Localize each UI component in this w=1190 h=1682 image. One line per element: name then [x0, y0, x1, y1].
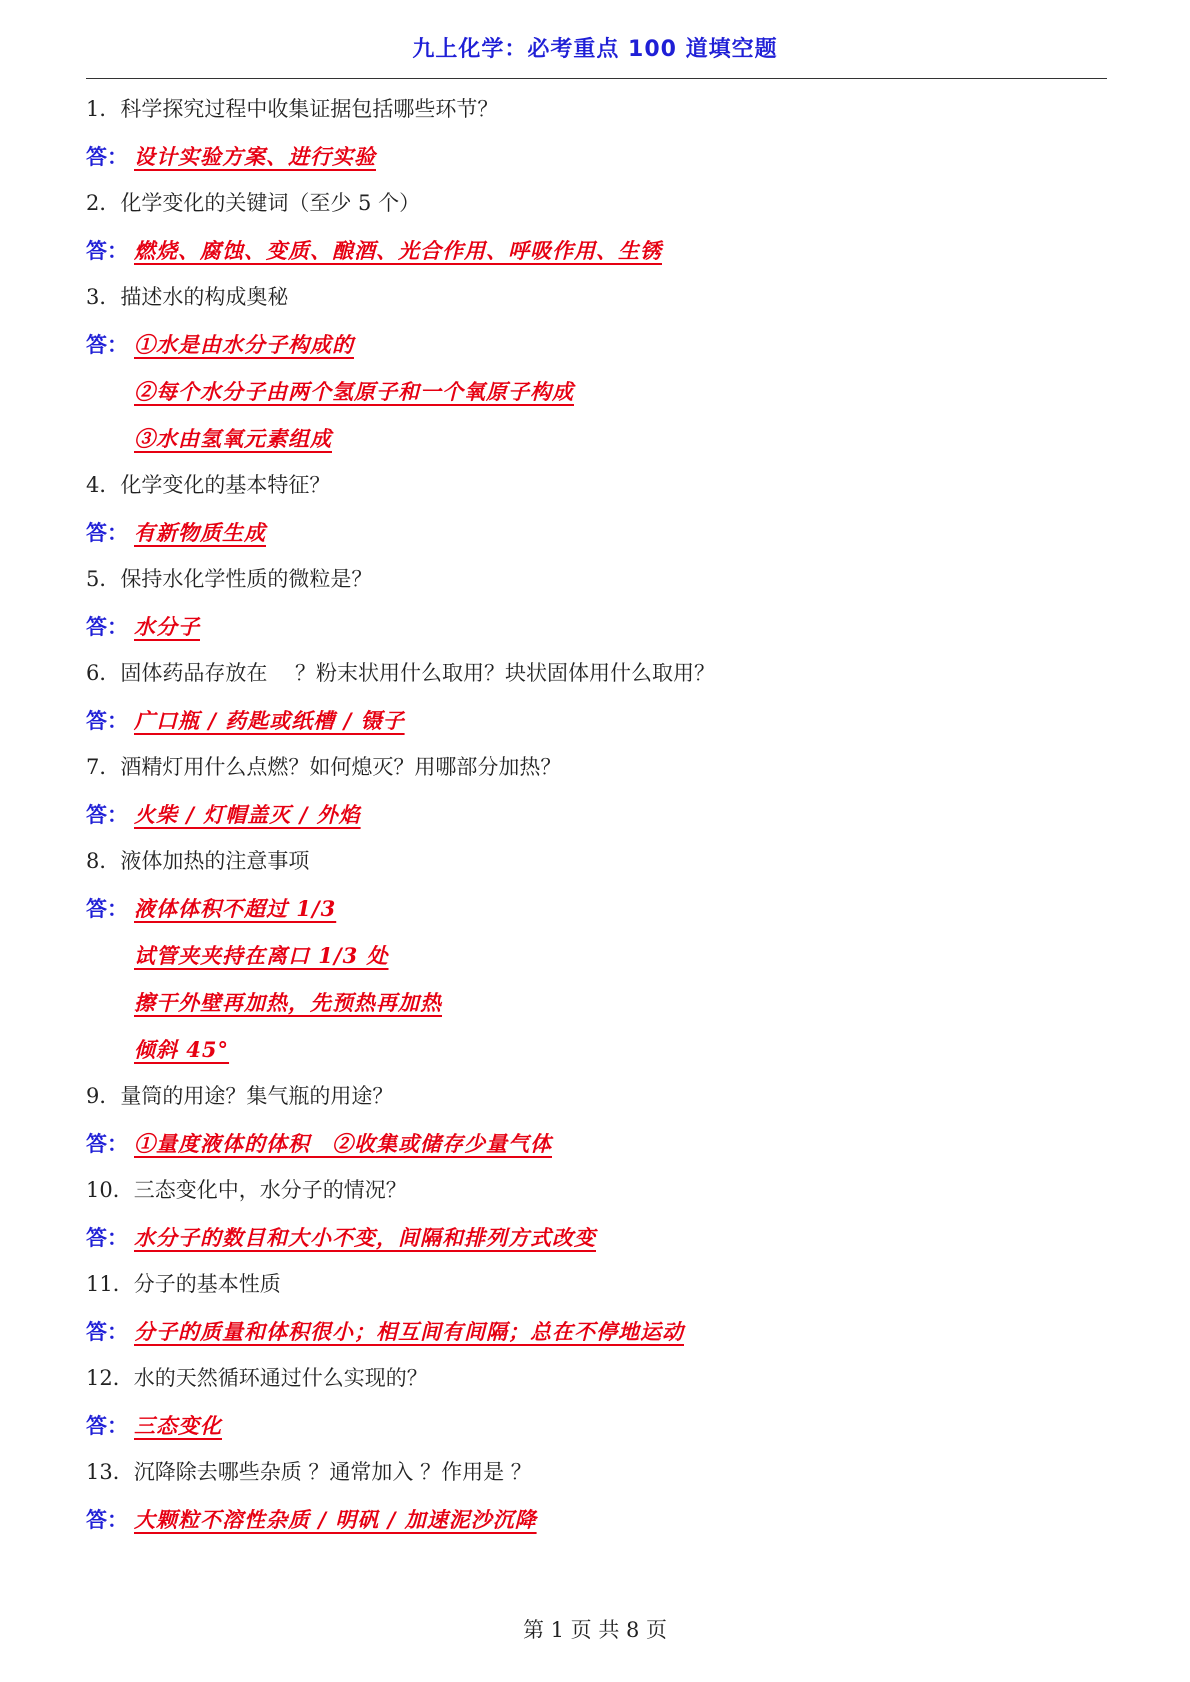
answer-text: ②每个水分子由两个氢原子和一个氧原子构成	[134, 379, 574, 404]
answer-text: 设计实验方案、进行实验	[134, 144, 376, 169]
answer-line	[86, 227, 1106, 274]
question-item	[86, 744, 1106, 791]
question-text: 保持水化学性质的微粒是？	[120, 567, 373, 591]
answer-label: 答：	[86, 1226, 128, 1250]
question-text: 酒精灯用什么点燃？如何熄灭？用哪部分加热？	[120, 755, 562, 779]
question-item	[86, 838, 1106, 885]
answer-text: 火柴 / 灯帽盖灭 / 外焰	[134, 802, 361, 827]
question-text: 水的天然循环通过什么实现的？	[133, 1366, 428, 1390]
answer-text: ③水由氢氧元素组成	[134, 426, 332, 451]
answer-line	[86, 368, 1106, 415]
answer-line	[86, 697, 1106, 744]
answer-text: 倾斜 45°	[134, 1037, 230, 1062]
question-text: 化学变化的关键词（至少 5 个）	[120, 191, 421, 215]
answer-text: 试管夹夹持在离口 1/3 处	[134, 943, 389, 968]
question-list	[86, 86, 1106, 1543]
question-number: 9．	[86, 1084, 121, 1108]
question-text: 三态变化中，水分子的情况？	[133, 1178, 407, 1202]
answer-label: 答：	[86, 239, 128, 263]
answer-label: 答：	[86, 145, 128, 169]
answer-text: 有新物质生成	[134, 520, 266, 545]
answer-label: 答：	[86, 803, 128, 827]
answer-label: 答：	[86, 615, 128, 639]
answer-line	[86, 1214, 1106, 1261]
question-text: 量筒的用途？集气瓶的用途？	[120, 1084, 394, 1108]
question-item	[86, 86, 1106, 133]
answer-line	[86, 321, 1106, 368]
answer-line	[86, 603, 1106, 650]
question-number: 12．	[86, 1366, 134, 1390]
answer-line	[86, 415, 1106, 462]
question-number: 6．	[86, 661, 121, 685]
question-text: 液体加热的注意事项	[120, 849, 310, 873]
question-number: 13．	[86, 1460, 134, 1484]
question-item	[86, 1073, 1106, 1120]
answer-line	[86, 1402, 1106, 1449]
question-text: 固体药品存放在 ？粉末状用什么取用？块状固体用什么取用？	[120, 661, 716, 685]
question-item	[86, 650, 1106, 697]
question-item	[86, 1355, 1106, 1402]
answer-text: ①水是由水分子构成的	[134, 332, 354, 357]
question-number: 3．	[86, 285, 121, 309]
question-number: 4．	[86, 473, 121, 497]
answer-text: 分子的质量和体积很小；相互间有间隔；总在不停地运动	[134, 1319, 684, 1344]
answer-text: 广口瓶 / 药匙或纸槽 / 镊子	[134, 708, 405, 733]
page-title: 九上化学：必考重点 100 道填空题	[412, 37, 778, 62]
page-footer: 第 1 页 共 8 页	[522, 1618, 668, 1642]
answer-label: 答：	[86, 521, 128, 545]
question-number: 1．	[86, 97, 121, 121]
answer-text: 擦干外壁再加热，先预热再加热	[134, 990, 442, 1015]
answer-text: 燃烧、腐蚀、变质、酿酒、光合作用、呼吸作用、生锈	[134, 238, 662, 263]
answer-line	[86, 509, 1106, 556]
answer-text: ①量度液体的体积 ②收集或储存少量气体	[134, 1131, 552, 1156]
question-item	[86, 274, 1106, 321]
answer-text: 液体体积不超过 1/3	[134, 896, 337, 921]
answer-text: 三态变化	[134, 1413, 222, 1438]
question-number: 8．	[86, 849, 121, 873]
question-item	[86, 1167, 1106, 1214]
header-divider	[86, 78, 1107, 79]
answer-line	[86, 133, 1106, 180]
answer-label: 答：	[86, 333, 128, 357]
answer-text: 大颗粒不溶性杂质 / 明矾 / 加速泥沙沉降	[134, 1507, 537, 1532]
answer-line	[86, 1496, 1106, 1543]
answer-line	[86, 1120, 1106, 1167]
question-item	[86, 180, 1106, 227]
question-number: 10．	[86, 1178, 134, 1202]
answer-line	[86, 1026, 1106, 1073]
answer-line	[86, 979, 1106, 1026]
question-text: 化学变化的基本特征？	[120, 473, 331, 497]
answer-line	[86, 885, 1106, 932]
answer-line	[86, 1308, 1106, 1355]
answer-text: 水分子的数目和大小不变，间隔和排列方式改变	[134, 1225, 596, 1250]
answer-label: 答：	[86, 897, 128, 921]
answer-label: 答：	[86, 1414, 128, 1438]
answer-label: 答：	[86, 1320, 128, 1344]
answer-text: 水分子	[134, 614, 200, 639]
question-text: 科学探究过程中收集证据包括哪些环节？	[120, 97, 499, 121]
answer-line	[86, 791, 1106, 838]
question-item	[86, 1261, 1106, 1308]
answer-label: 答：	[86, 709, 128, 733]
question-text: 分子的基本性质	[133, 1272, 281, 1296]
question-number: 11．	[86, 1272, 134, 1296]
question-number: 2．	[86, 191, 121, 215]
answer-label: 答：	[86, 1132, 128, 1156]
question-number: 5．	[86, 567, 121, 591]
question-number: 7．	[86, 755, 121, 779]
answer-label: 答：	[86, 1508, 128, 1532]
question-text: 描述水的构成奥秘	[120, 285, 289, 309]
question-text: 沉降除去哪些杂质 ？通常加入 ？作用是 ？	[133, 1460, 532, 1484]
question-item	[86, 1449, 1106, 1496]
answer-line	[86, 932, 1106, 979]
question-item	[86, 556, 1106, 603]
question-item	[86, 462, 1106, 509]
